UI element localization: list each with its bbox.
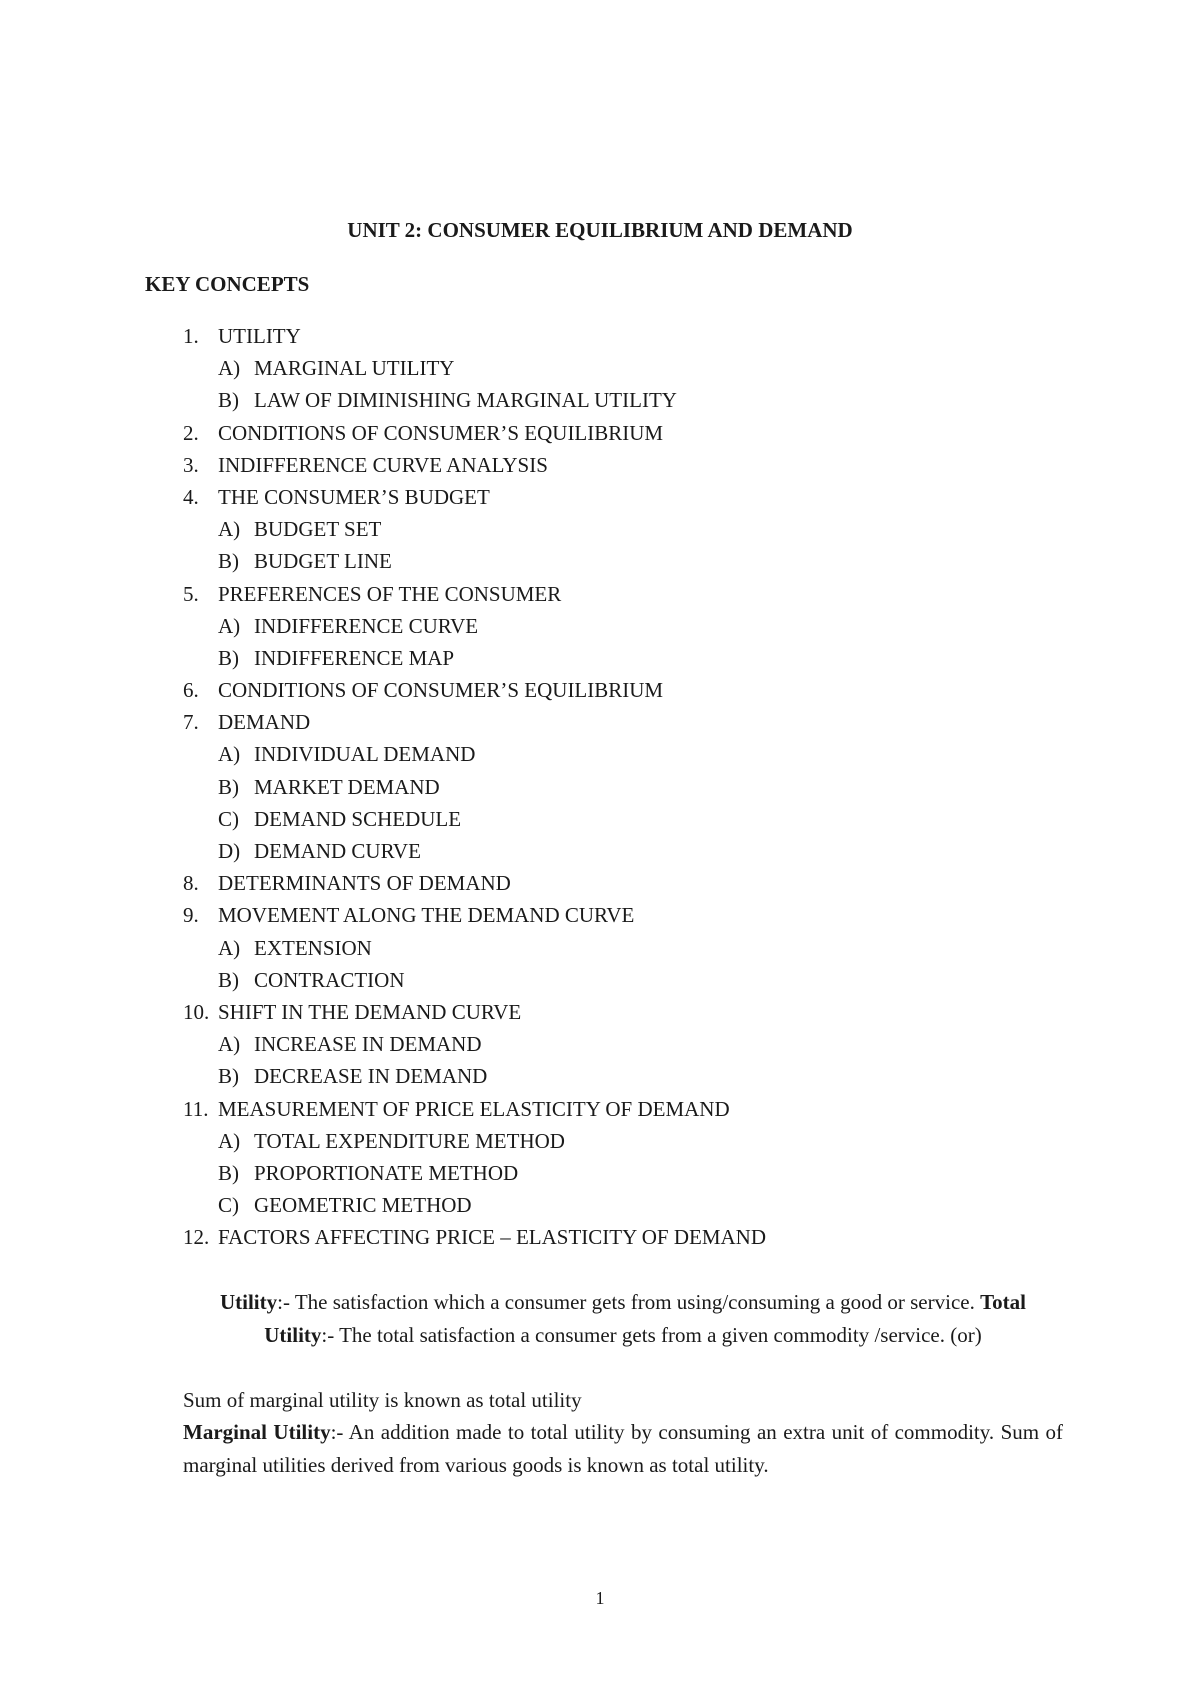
subitem-label: PROPORTIONATE METHOD [254,1160,519,1185]
concept-subitem [183,384,766,416]
concept-label: CONDITIONS OF CONSUMER’S EQUILIBRIUM [218,420,664,445]
concept-subitem [183,1125,766,1157]
subitem-label: CONTRACTION [254,967,405,992]
subitem-letter: B) [218,388,239,413]
concept-number: 2. [183,420,199,445]
subitem-label: BUDGET SET [254,517,382,542]
concept-subitem [183,545,766,577]
subitem-letter: B) [218,774,239,799]
concept-number: 7. [183,710,199,735]
concept-item [183,578,766,610]
concept-subitem [183,1157,766,1189]
concept-number: 1. [183,324,199,348]
page-number: 1 [595,1588,605,1608]
subitem-letter: A) [218,1128,241,1153]
total-utility-term: Total Utility [264,1290,1027,1347]
subitem-label: MARKET DEMAND [254,774,440,799]
concept-number: 6. [183,678,199,703]
subitem-letter: B) [218,967,239,992]
concept-number: 12. [183,1225,210,1250]
concept-label: INDIFFERENCE CURVE ANALYSIS [218,452,548,477]
concept-label: THE CONSUMER’S BUDGET [218,484,490,509]
subitem-letter: B) [218,549,239,574]
concept-subitem [183,771,766,803]
subitem-letter: A) [218,1032,241,1057]
key-concepts-list [183,320,766,1253]
concept-item [183,706,766,738]
concept-label: MEASUREMENT OF PRICE ELASTICITY OF DEMAND [218,1096,730,1121]
subitem-label: INDIFFERENCE MAP [254,645,455,670]
concept-number: 10. [183,999,210,1024]
concept-number: 4. [183,484,199,509]
concept-number: 11. [183,1096,209,1121]
subitem-letter: A) [218,613,241,638]
concept-item [183,899,766,931]
subitem-label: EXTENSION [254,935,372,960]
subitem-label: INCREASE IN DEMAND [254,1032,482,1057]
concept-subitem [183,1060,766,1092]
utility-term: Utility [219,1290,278,1314]
concept-label: SHIFT IN THE DEMAND CURVE [218,999,522,1024]
utility-definition [183,1286,1063,1351]
subitem-label: MARGINAL UTILITY [254,356,455,381]
subitem-letter: B) [218,1064,239,1089]
subitem-letter: D) [218,839,241,863]
marginal-utility-text: :- An addition made to total utility by consuming an extra unit of commodity. Sum of marginal utilities derived from various goods is known as total utility. [183,1420,1063,1477]
subitem-letter: C) [218,1193,239,1218]
key-concepts-heading: KEY CONCEPTS [145,272,310,296]
subitem-label: DEMAND SCHEDULE [254,806,462,831]
concept-subitem [183,964,766,996]
concept-item [183,867,766,899]
concept-number: 9. [183,903,199,928]
concept-item [183,481,766,513]
concept-label: PREFERENCES OF THE CONSUMER [218,581,562,606]
subitem-label: DECREASE IN DEMAND [254,1064,488,1089]
concept-item [183,1221,766,1253]
concept-subitem [183,835,766,867]
subitem-letter: B) [218,645,239,670]
subitem-label: INDIFFERENCE CURVE [254,613,479,638]
concept-item [183,320,766,352]
page-title: UNIT 2: CONSUMER EQUILIBRIUM AND DEMAND [347,218,853,242]
concept-label: MOVEMENT ALONG THE DEMAND CURVE [218,903,635,928]
concept-subitem [183,642,766,674]
total-utility-text: :- The total satisfaction a consumer gets from a given commodity /service. (or) [321,1322,982,1347]
concept-item [183,996,766,1028]
concept-subitem [183,610,766,642]
marginal-utility-definition [183,1416,1063,1481]
concept-subitem [183,932,766,964]
concept-subitem [183,513,766,545]
subitem-label: GEOMETRIC METHOD [254,1193,472,1218]
concept-label: CONDITIONS OF CONSUMER’S EQUILIBRIUM [218,678,664,703]
subitem-label: DEMAND CURVE [254,839,421,863]
concept-item [183,674,766,706]
concept-item [183,1093,766,1125]
concept-number: 8. [183,871,199,896]
subitem-label: BUDGET LINE [254,549,392,574]
subitem-label: LAW OF DIMINISHING MARGINAL UTILITY [254,388,677,413]
subitem-letter: B) [218,1160,239,1185]
subitem-letter: C) [218,806,239,831]
concept-item [183,417,766,449]
concept-subitem [183,1028,766,1060]
utility-text: :- The satisfaction which a consumer gets from using/consuming a good or service. [277,1290,981,1314]
marginal-utility-term: Marginal Utility [183,1420,331,1444]
concept-subitem [183,738,766,770]
subitem-letter: A) [218,935,241,960]
subitem-label: INDIVIDUAL DEMAND [254,742,476,767]
subitem-label: TOTAL EXPENDITURE METHOD [254,1128,565,1153]
sum-of-marginal-utility-text: Sum of marginal utility is known as total utility [183,1388,582,1412]
concept-number: 3. [183,452,199,477]
concept-subitem [183,352,766,384]
concept-label: DETERMINANTS OF DEMAND [218,871,511,896]
subitem-letter: A) [218,356,241,381]
concept-label: FACTORS AFFECTING PRICE – ELASTICITY OF DEMAND [218,1225,766,1250]
concept-item [183,449,766,481]
concept-label: DEMAND [218,710,311,735]
concept-subitem [183,803,766,835]
subitem-letter: A) [218,517,241,542]
concept-subitem [183,1189,766,1221]
concept-number: 5. [183,581,199,606]
subitem-letter: A) [218,742,241,767]
concept-label: UTILITY [218,324,301,348]
